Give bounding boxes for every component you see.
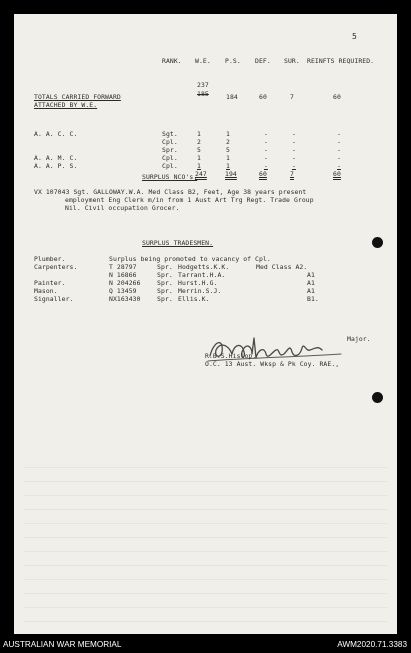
med-class: A1 (307, 271, 315, 279)
col-ps: P.S. (225, 57, 241, 65)
row-unit: A. A. M. C. (34, 154, 78, 162)
col-we: W.E. (195, 57, 211, 65)
trade: Painter. (34, 279, 66, 287)
tradesman-name: Tarrant.H.A. (178, 271, 226, 279)
med-class: A1 (307, 287, 315, 295)
row-ps: 1 (226, 130, 230, 138)
row-rank: Cpl. (162, 138, 178, 146)
row-rank: Cpl. (162, 154, 178, 162)
tradesman-name: Hurst.H.G. (178, 279, 218, 287)
row-rank: Sgt. (162, 130, 178, 138)
totals-label: TOTALS CARRIED FORWARD (34, 93, 121, 101)
row-sur: - (292, 138, 296, 146)
row-unit: A. A. C. C. (34, 130, 78, 138)
grand-total-we: 247 (195, 170, 207, 178)
trade: Plumber. (34, 255, 66, 263)
signatory-rank: Major. (347, 335, 371, 343)
row-def: - (264, 162, 268, 170)
row-reinfts: - (337, 138, 341, 146)
row-def: - (264, 154, 268, 162)
trade: Carpenters. (34, 263, 78, 271)
row-unit: A. A. P. S. (34, 162, 78, 170)
archive-name: AUSTRALIAN WAR MEMORIAL (3, 640, 122, 649)
med-class: Med Class A2. (256, 263, 308, 271)
col-reinfts: REINFTS REQUIRED. (307, 57, 375, 65)
ruled-lines (24, 454, 387, 624)
grand-total-reinfts: 60 (333, 170, 341, 178)
tradesman-name: Merrin.S.J. (178, 287, 222, 295)
col-def: DEF. (255, 57, 271, 65)
surplus-nco-line: VX 107043 Sgt. GALLOWAY.W.A. Med Class B2, Feet, Age 38 years present (34, 188, 307, 196)
row-reinfts: - (337, 146, 341, 154)
totals-sur: 7 (290, 93, 294, 101)
surplus-tradesmen-heading: SURPLUS TRADESMEN. (142, 239, 214, 247)
row-we: 5 (197, 146, 201, 154)
service-number: T 28797 (109, 263, 137, 271)
archive-reference: AWM2020.71.3383 (337, 640, 407, 649)
tradesman-rank: Spr. (157, 287, 173, 295)
totals-reinfts: 60 (333, 93, 341, 101)
service-number: N 204266 (109, 279, 141, 287)
med-class: B1. (307, 295, 319, 303)
row-reinfts: - (337, 130, 341, 138)
row-sur: - (292, 154, 296, 162)
row-we: 2 (197, 138, 201, 146)
totals-we: 185 (197, 90, 209, 98)
row-ps: 1 (226, 154, 230, 162)
surplus-ncos-heading: SURPLUS NCO's. (142, 173, 198, 181)
tradesman-rank: Spr. (157, 263, 173, 271)
row-def: - (264, 138, 268, 146)
document-page (14, 14, 397, 634)
grand-total-ps: 194 (225, 170, 237, 178)
punch-hole (372, 392, 383, 403)
surplus-nco-line: Nil. Civil occupation Grocer. (65, 204, 180, 212)
totals-ps: 184 (226, 93, 238, 101)
totals-def: 60 (259, 93, 267, 101)
row-ps: 1 (226, 162, 230, 170)
tradesman-note: Surplus being promoted to vacancy of Cpl. (109, 255, 271, 263)
service-number: N 16866 (109, 271, 137, 279)
row-we: 1 (197, 154, 201, 162)
row-sur: - (292, 146, 296, 154)
trade: Signaller. (34, 295, 74, 303)
row-ps: 5 (226, 146, 230, 154)
tradesman-rank: Spr. (157, 279, 173, 287)
service-number: NX163430 (109, 295, 141, 303)
tradesman-rank: Spr. (157, 271, 173, 279)
med-class: A1 (307, 279, 315, 287)
row-we: 1 (197, 162, 201, 170)
row-we: 1 (197, 130, 201, 138)
grand-total-sur: 7 (290, 170, 294, 178)
page-mark: 5 (352, 32, 357, 41)
row-reinfts: - (337, 154, 341, 162)
row-sur: - (292, 130, 296, 138)
grand-total-def: 60 (259, 170, 267, 178)
tradesman-name: Hodgetts.K.K. (178, 263, 230, 271)
signatory-name: R.B.S.Hislop. (205, 352, 257, 360)
tradesman-rank: Spr. (157, 295, 173, 303)
row-def: - (264, 130, 268, 138)
signatory-unit: O.C. 13 Aust. Wksp & Pk Coy. RAE., (205, 360, 340, 368)
row-ps: 2 (226, 138, 230, 146)
surplus-nco-line: employment Eng Clerk m/in from 1 Aust Art Trg Regt. Trade Group (65, 196, 314, 204)
attached-label: ATTACHED BY W.E. (34, 101, 98, 109)
row-rank: Cpl. (162, 162, 178, 170)
trade: Mason. (34, 287, 58, 295)
row-reinfts: - (337, 162, 341, 170)
row-rank: Spr. (162, 146, 178, 154)
tradesman-name: Ellis.K. (178, 295, 210, 303)
punch-hole (372, 237, 383, 248)
service-number: Q 13459 (109, 287, 137, 295)
row-def: - (264, 146, 268, 154)
col-sur: SUR. (284, 57, 300, 65)
correction-value: 237 (197, 81, 209, 89)
col-rank: RANK. (162, 57, 182, 65)
row-sur: - (292, 162, 296, 170)
